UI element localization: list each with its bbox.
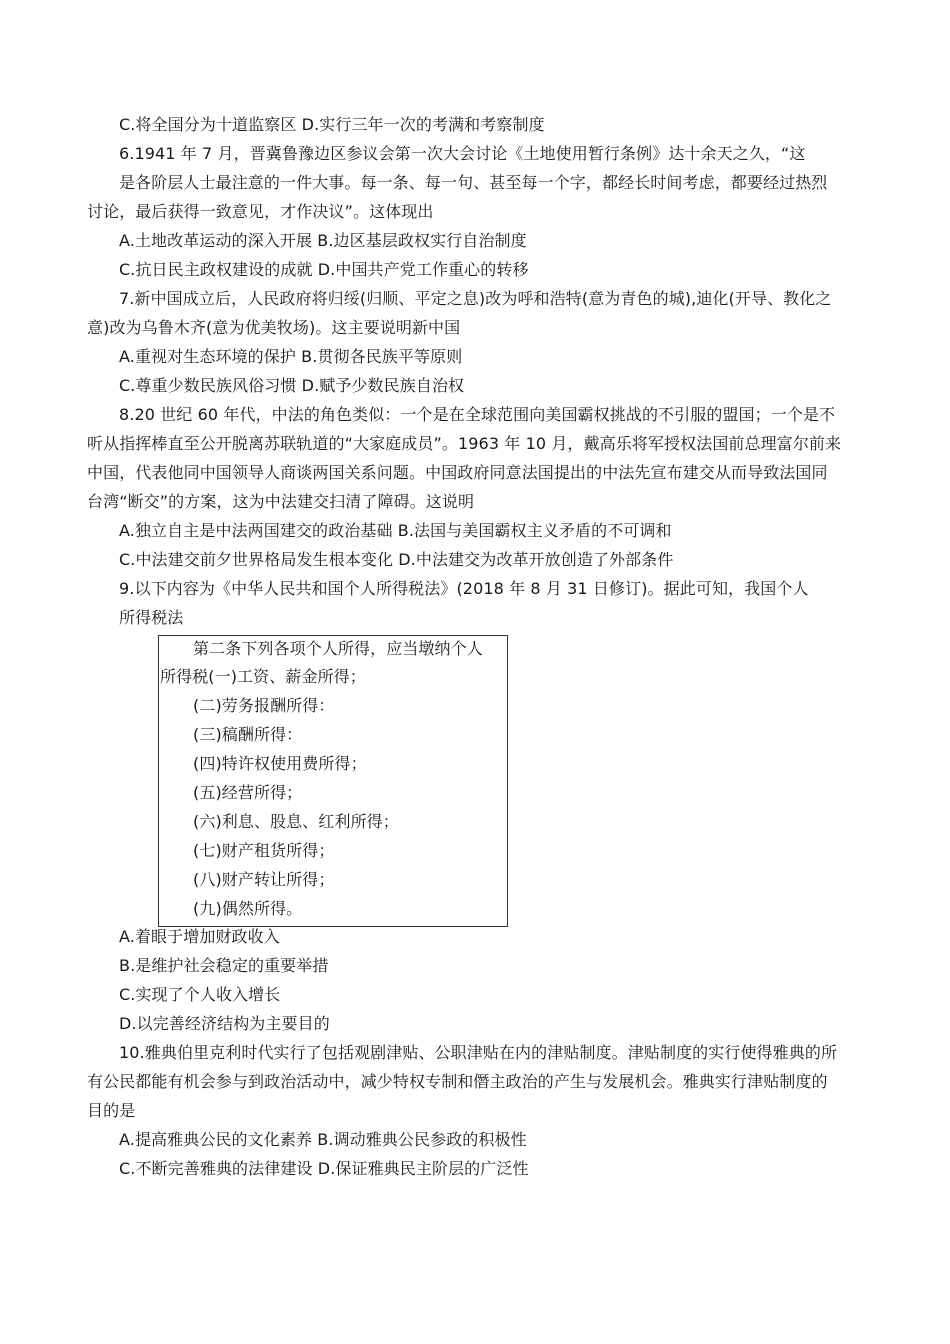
q9-option-c: C.实现了个人收入增长	[119, 985, 281, 1004]
q9-stem-line2: 所得税法	[119, 608, 184, 627]
q8-options-cd: C.中法建交前夕世界格局发生根本变化 D.中法建交为改革开放创造了外部条件	[119, 550, 674, 569]
q9-option-b: B.是维护社会稳定的重要举措	[119, 956, 329, 975]
q10-stem-line3: 目的是	[87, 1101, 136, 1120]
law-excerpt-item: (八)财产转让所得；	[193, 870, 335, 889]
q6-stem-line2: 是各阶层人士最注意的一件大事。每一条、每一句、甚至每一个字，都经长时间考虑，都要经过热烈	[119, 173, 828, 192]
q5-options-cd: C.将全国分为十道监察区 D.实行三年一次的考满和考察制度	[119, 115, 545, 134]
q8-options-ab: A.独立自主是中法两国建交的政治基础 B.法国与美国霸权主义矛盾的不可调和	[119, 521, 672, 540]
q9-stem-line1: 9.以下内容为《中华人民共和国个人所得税法》(2018 年 8 月 31 日修订)。据此可知，我国个人	[119, 579, 809, 598]
q7-stem-line2: 意)改为乌鲁木齐(意为优美牧场)。这主要说明新中国	[87, 318, 461, 337]
q6-stem-line1: 6.1941 年 7 月，晋冀鲁豫边区参议会第一次大会讨论《土地使用暂行条例》达十余天之久，“这	[119, 144, 806, 163]
q10-stem-line2: 有公民都能有机会参与到政治活动中，减少特权专制和僭主政治的产生与发展机会。雅典实行津贴制度的	[87, 1072, 828, 1091]
q8-stem-line1: 8.20 世纪 60 年代，中法的角色类似：一个是在全球范围向美国霸权挑战的不引服的盟国；一个是不	[119, 405, 836, 424]
q6-stem-line3: 讨论，最后获得一致意见，才作决议”。这体现出	[87, 202, 434, 221]
q7-stem-line1: 7.新中国成立后，人民政府将归绥(归顺、平定之息)改为呼和浩特(意为青色的城),迪化(开导、教化之	[119, 289, 832, 308]
q7-options-cd: C.尊重少数民族风俗习惯 D.赋予少数民族自治权	[119, 376, 465, 395]
law-excerpt-box	[158, 635, 508, 927]
law-excerpt-line1: 第二条下列各项个人所得，应当墩纳个人	[193, 639, 483, 658]
q9-option-d: D.以完善经济结构为主要目的	[119, 1014, 330, 1033]
q10-stem-line1: 10.雅典伯里克利时代实行了包括观剧津贴、公职津贴在内的津贴制度。津贴制度的实行使得雅典的所	[119, 1043, 838, 1062]
law-excerpt-line2: 所得税(一)工资、薪金所得；	[160, 667, 366, 686]
q10-options-cd: C.不断完善雅典的法律建设 D.保证雅典民主阶层的广泛性	[119, 1159, 529, 1178]
q9-option-a: A.着眼于增加财政收入	[119, 927, 280, 946]
q8-stem-line4: 台湾“断交”的方案，这为中法建交扫清了障碍。这说明	[87, 492, 475, 511]
q6-options-cd: C.抗日民主政权建设的成就 D.中国共产党工作重心的转移	[119, 260, 529, 279]
q7-options-ab: A.重视对生态环境的保护 B.贯彻各民族平等原则	[119, 347, 463, 366]
law-excerpt-item: (二)劳务报酬所得：	[193, 696, 335, 715]
q8-stem-line2: 听从指挥棒直至公开脱离苏联轨道的“大家庭成员”。1963 年 10 月，戴高乐将军授权法国前总理富尔前来	[87, 434, 842, 453]
law-excerpt-item: (九)偶然所得。	[193, 899, 303, 918]
q6-options-ab: A.土地改革运动的深入开展 B.边区基层政权实行自治制度	[119, 231, 527, 250]
law-excerpt-item: (三)稿酬所得：	[193, 725, 303, 744]
q10-options-ab: A.提高雅典公民的文化素养 B.调动雅典公民参政的积极性	[119, 1130, 527, 1149]
law-excerpt-item: (四)特许权使用费所得；	[193, 754, 367, 773]
law-excerpt-item: (五)经营所得；	[193, 783, 303, 802]
q8-stem-line3: 中国，代表他同中国领导人商谈两国关系问题。中国政府同意法国提出的中法先宣布建交从而导致法国同	[87, 463, 828, 482]
law-excerpt-item: (七)财产租货所得；	[193, 841, 335, 860]
law-excerpt-item: (六)利息、股息、红利所得；	[193, 812, 399, 831]
